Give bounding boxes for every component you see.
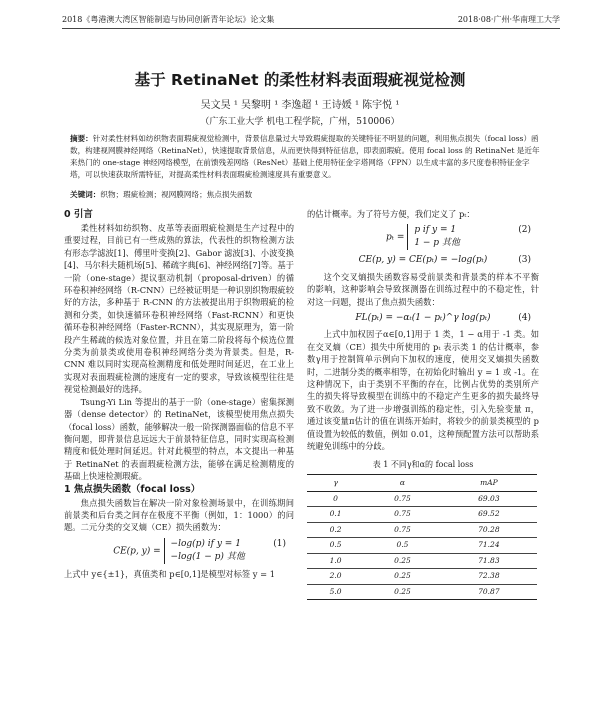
table-row — [307, 507, 537, 523]
header-right: 2018·08·广州·华南理工大学 — [457, 15, 560, 24]
eq2-case-2: 1 − p 其他 — [414, 238, 460, 249]
eq2-number: (2) — [518, 225, 531, 236]
eq2-cases — [407, 224, 460, 250]
right-paragraph-1: 的估计概率。为了符号方便，我们定义了 pₜ： — [307, 209, 475, 219]
eq4-number: (4) — [518, 313, 531, 324]
table-cell: 0.2 — [307, 522, 364, 538]
table-header-cell: γ — [307, 474, 364, 491]
eq4-body: FL(pₜ) = −αₜ(1 − pₜ)^γ log(pₜ) — [355, 313, 491, 324]
abstract — [70, 133, 540, 181]
focal-loss-table — [307, 474, 537, 601]
table-cell: 1.0 — [307, 553, 364, 569]
table-cell: 71.83 — [441, 553, 537, 569]
table-header-cell: mAP — [441, 474, 537, 491]
eq2-lhs: pₜ = — [386, 232, 405, 243]
header-left: 2018《粤港澳大湾区智能制造与协同创新青年论坛》论文集 — [62, 15, 275, 24]
eq2-case-1: p if y = 1 — [414, 225, 457, 236]
table-cell: 5.0 — [307, 584, 364, 600]
table-cell: 69.03 — [441, 491, 537, 507]
table-cell: 70.87 — [441, 584, 537, 600]
table-cell: 71.24 — [441, 538, 537, 554]
table-header-row — [307, 474, 537, 491]
table-row — [307, 553, 537, 569]
keywords-text: 织物；瑕疵检测；视网膜网络；焦点损失函数 — [100, 190, 253, 199]
table-cell: 0.75 — [364, 491, 441, 507]
eq1-cases — [164, 538, 245, 564]
table-cell: 0.1 — [307, 507, 364, 523]
section-intro-heading: 0 引言 — [64, 209, 93, 220]
table-cell: 0.75 — [364, 522, 441, 538]
eq1-lhs: CE(p, y) = — [113, 546, 161, 557]
table-row — [307, 522, 537, 538]
abstract-text: 针对柔性材料如纺织物表面瑕疵视觉检测中，背景信息量过大导致瑕疵提取的关键特征不明显的问题，利用焦点损失（focal loss）函数，构建视网膜神经网络（RetinaNet），快速提取背景信息，从而更快得到特征信息，即表面瑕疵。使用 focal loss 的 RetinaNet 是近年来热门的 one-stage 神经网络模型，在前馈残差网络（ResNet）基础上使用特征金字塔网络（FPN）以生成丰富的多尺度卷积特征金字塔，可以快速获取所需特征，对提高柔性材料表面瑕疵检测速度具有重要意义。 — [70, 134, 540, 179]
table-cell: 69.52 — [441, 507, 537, 523]
eq1-case-2: −log(1 − p) 其他 — [170, 551, 245, 562]
equation-3 — [307, 254, 539, 266]
eq3-number: (3) — [518, 255, 531, 266]
equation-2 — [307, 224, 539, 250]
table-cell: 0.25 — [364, 584, 441, 600]
intro-paragraph-2: Tsung-Yi Lin 等提出的基于一阶（one-stage）密集探测器（dense detector）的 RetinaNet，该模型使用焦点损失（focal loss）函数，能够解决一般一阶探测器面临的信息不平衡问题，即背景信息远远大于前景特征信息，同时实现高检测精度和低处理时间延迟。针对此模型的特点，本文提出一种基于 RetinaNet 的表面瑕疵检测方法，能够在满足检测精度的基础上快速检测瑕疵。 — [64, 396, 294, 482]
focal-paragraph-1: 焦点损失函数旨在解决一阶对象检测场景中，在训练期间前景类和后台类之间存在极度不平衡（例如，1：1000）的问题。二元分类的交叉熵（CE）损失函数为： — [64, 497, 294, 533]
eq1-case-1: −log(p) if y = 1 — [170, 538, 241, 549]
table-row — [307, 569, 537, 585]
author-list: 吴文昊 ¹ 吴黎明 ¹ 李逸超 ¹ 王诗媛 ¹ 陈宇悦 ¹ — [200, 100, 400, 111]
paper-title: 基于 RetinaNet 的柔性材料表面瑕疵视觉检测 — [134, 71, 466, 89]
table-cell: 70.28 — [441, 522, 537, 538]
table-cell: 0.75 — [364, 507, 441, 523]
intro-paragraph-1: 柔性材料如纺织物、皮革等表面瑕疵检测是生产过程中的重要过程，目前已有一些成熟的算法，代表性的织物检测方法有形态学滤波[1]、傅里叶变换[2]、Gabor 滤波[3]、小波变换[4]、马尔科夫随机场[5]、稀疏字典[6]、神经网络[7]等。基于一阶（one-stage）提议驱动机制（proposal-driven）的循环卷积神经网络（R-CNN）已经被证明是一种识别织物瑕疵较好的方法，多种基于 R-CNN 的方法被提出用于织物瑕疵的检测和分类，如快速循环卷积神经网络（Fast-RCNN）和更快循环卷积神经网络（Faster-RCNN），其实现原理为，第一阶段产生稀疏的候选对象位置，并且在第二阶段将每个候选位置分类为前景类或使用卷积神经网络分类为背景类。但是，R-CNN 难以同时实现高检测精度和低处理时间延迟，在工业上实现对表面瑕疵检测的速度有一定的要求，导致该模型往往是视觉检测最好的选择。 — [64, 223, 294, 395]
equation-4 — [307, 312, 539, 324]
right-paragraph-3: 上式中加权因子α∈[0,1]用于 1 类，1 − α用于 -1 类。如在交叉熵（CE）损失中所使用的 pₜ 表示类 1 的估计概率，参数γ用于控制简单示例向下加权的速度，使用交叉熵损失函数时，二进制分类的概率相等，在初始化时输出 y = 1 或 -1。在这种情况下，由于类别不平衡的存在，比例占优势的类别所产生的损失将导致模型在训练中的不稳定产生更多的损失最终导致不收敛。为了进一步增强训练的稳定性，引入先验变量 π，通过该变量π估计的值在训练开始时，将较少的前景类模型的 p 值设置为较低的数值，例如 0.01，这种预配置方法可以帮助系统避免训练中的分歧。 — [307, 329, 539, 452]
table-cell: 2.0 — [307, 569, 364, 585]
affiliation: （广东工业大学 机电工程学院，广州，510006） — [200, 117, 400, 127]
abstract-label: 摘要： — [70, 134, 93, 143]
left-column — [64, 208, 294, 580]
table-body — [307, 491, 537, 600]
table-row — [307, 538, 537, 554]
keywords — [70, 189, 540, 200]
running-header — [62, 14, 560, 29]
table-row — [307, 491, 537, 507]
table-cell: 72.38 — [441, 569, 537, 585]
focal-paragraph-2: 上式中 y∈{±1}，真值类和 p∈[0,1]是模型对标签 y = 1 — [64, 568, 276, 579]
table-caption: 表 1 不同γ和α的 focal loss — [372, 459, 474, 469]
table-header-cell: α — [364, 474, 441, 491]
table-cell: 0.25 — [364, 569, 441, 585]
right-column — [307, 208, 539, 600]
table-cell: 0 — [307, 491, 364, 507]
eq3-body: CE(p, y) = CE(pₜ) = −log(pₜ) — [358, 255, 488, 266]
keywords-label: 关键词： — [70, 190, 101, 199]
right-paragraph-2: 这个交叉熵损失函数容易受前景类和背景类的样本不平衡的影响，这种影响会导致探测器在训练过程中的不稳定性，针对这一问题，提出了焦点损失函数： — [307, 271, 539, 307]
table-row — [307, 584, 537, 600]
section-focal-loss-heading: 1 焦点损失函数（focal loss） — [64, 483, 201, 495]
table-cell: 0.5 — [307, 538, 364, 554]
equation-1 — [64, 538, 294, 564]
table-cell: 0.5 — [364, 538, 441, 554]
eq1-number: (1) — [273, 538, 286, 549]
table-cell: 0.25 — [364, 553, 441, 569]
